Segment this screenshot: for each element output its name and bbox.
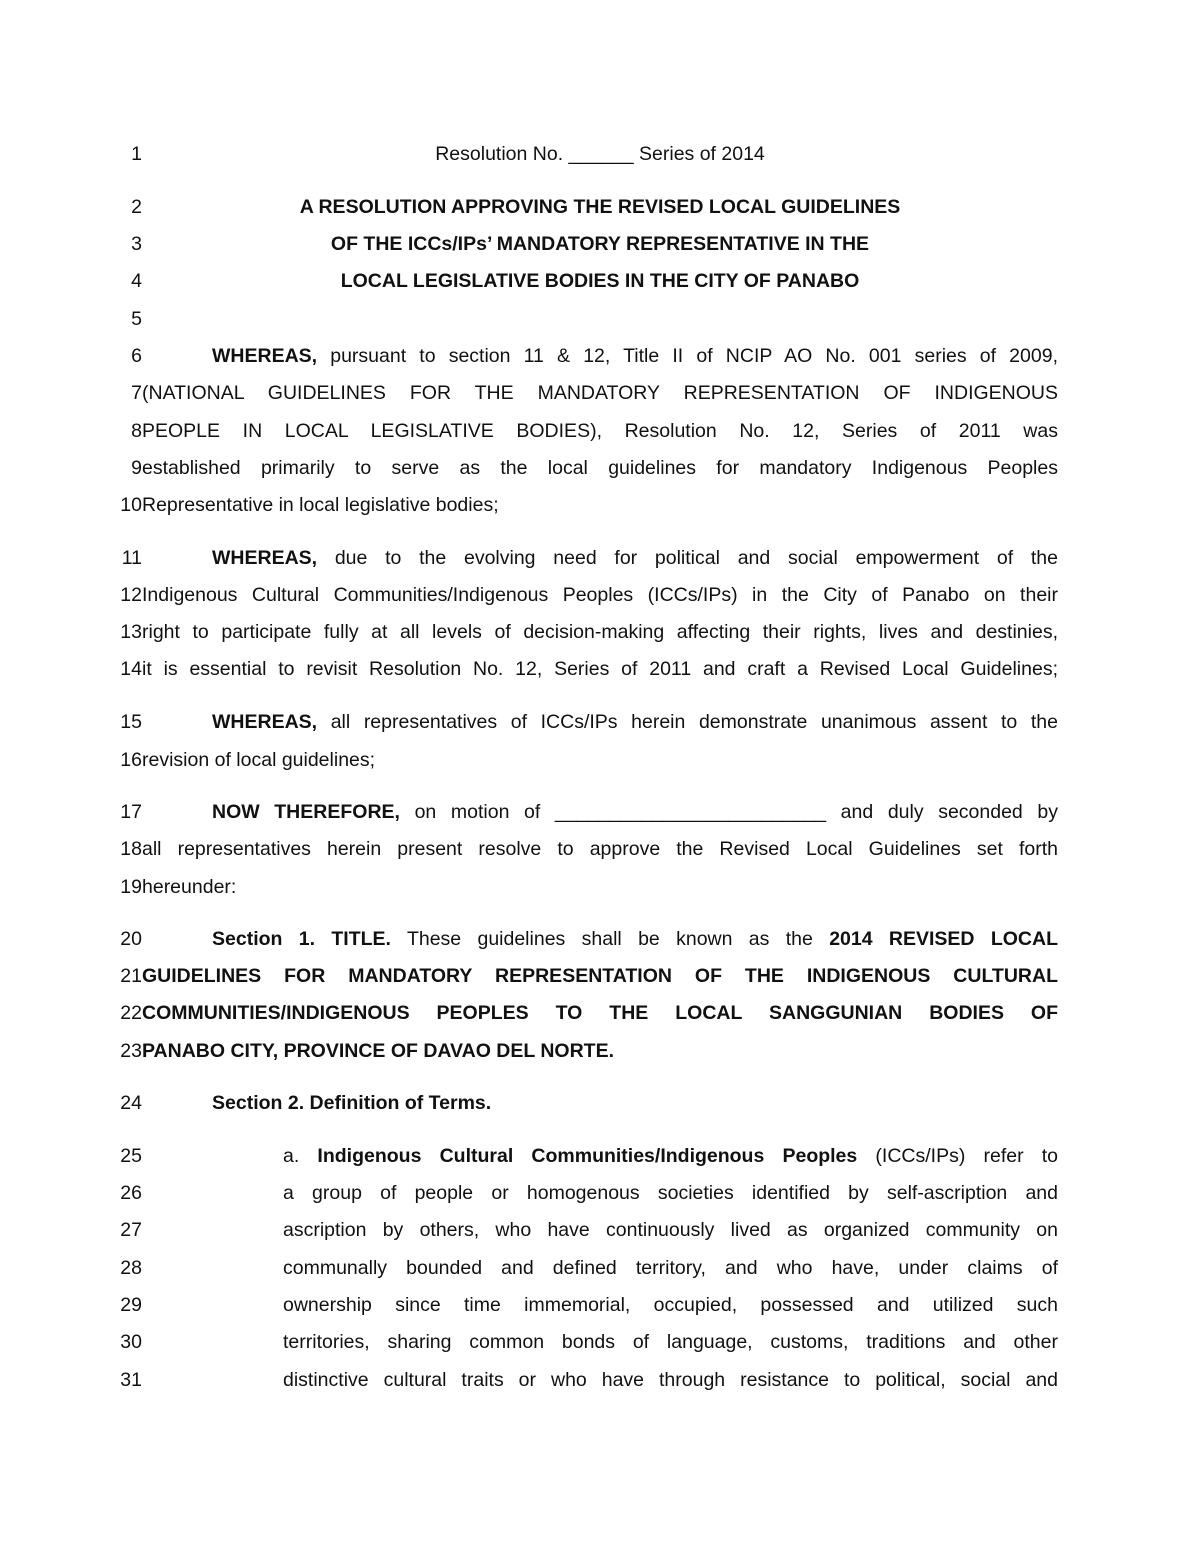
line-30 (0, 1328, 1200, 1356)
line-7 (0, 379, 1200, 407)
definition-text: ownership since time immemorial, occupied, possessed and utilized such (283, 1294, 1058, 1316)
paragraph-text (212, 342, 1058, 370)
definition-text: ascription by others, who have continuously lived as organized community on (283, 1219, 1058, 1241)
line-24 (0, 1089, 1200, 1117)
line-number: 1 (131, 143, 142, 165)
title-line-2: OF THE ICCs/IPs’ MANDATORY REPRESENTATIVE IN THE (330, 233, 870, 255)
line-number: 15 (120, 711, 142, 733)
line-number: 5 (131, 308, 142, 330)
line-4 (0, 267, 1200, 295)
paragraph-text (212, 544, 1058, 572)
line-number: 29 (120, 1294, 142, 1316)
paragraph-text: it is essential to revisit Resolution No. 12, Series of 2011 and craft a Revised Local Guidelines; (142, 658, 1058, 680)
line-10 (0, 491, 1200, 519)
paragraph-text (212, 925, 1058, 953)
line-number: 2 (131, 196, 142, 218)
definition-text: communally bounded and defined territory, and who have, under claims of (283, 1257, 1058, 1279)
line-17 (0, 798, 1200, 826)
line-6 (0, 342, 1200, 370)
paragraph-text: PEOPLE IN LOCAL LEGISLATIVE BODIES), Resolution No. 12, Series of 2011 was (142, 420, 1058, 442)
line-19 (0, 873, 1200, 901)
line-3 (0, 230, 1200, 258)
line-number: 16 (120, 749, 142, 771)
whereas-keyword: WHEREAS, (212, 345, 318, 367)
line-1 (0, 140, 1200, 168)
line-31 (0, 1366, 1200, 1394)
defined-term: Indigenous Cultural Communities/Indigenous Peoples (317, 1145, 858, 1167)
resolution-number: Resolution No. ______ Series of 2014 (435, 143, 765, 165)
paragraph-fragment: These guidelines shall be known as the (390, 928, 830, 950)
line-number: 11 (121, 547, 142, 569)
line-25 (0, 1142, 1200, 1170)
line-number: 12 (120, 584, 142, 606)
list-marker: a. (283, 1145, 318, 1167)
line-13 (0, 618, 1200, 646)
line-number: 6 (131, 345, 142, 367)
section-heading: Section 2. Definition of Terms. (212, 1092, 492, 1114)
line-21 (0, 962, 1200, 990)
line-28 (0, 1254, 1200, 1282)
line-23 (0, 1037, 1200, 1065)
definition-text: territories, sharing common bonds of language, customs, traditions and other (283, 1331, 1058, 1353)
line-15 (0, 708, 1200, 736)
line-number: 22 (120, 1002, 142, 1024)
paragraph-text: (NATIONAL GUIDELINES FOR THE MANDATORY REPRESENTATION OF INDIGENOUS (142, 382, 1058, 404)
now-therefore-keyword: NOW THEREFORE, (212, 801, 400, 823)
line-number: 17 (120, 801, 142, 823)
line-8 (0, 417, 1200, 445)
paragraph-text: Indigenous Cultural Communities/Indigenous Peoples (ICCs/IPs) in the City of Panabo on their (142, 584, 1058, 606)
line-number: 8 (131, 420, 142, 442)
title-line-3: LOCAL LEGISLATIVE BODIES IN THE CITY OF PANABO (340, 270, 860, 292)
line-number: 3 (131, 233, 142, 255)
line-9 (0, 454, 1200, 482)
line-2 (0, 193, 1200, 221)
paragraph-fragment: due to the evolving need for political and social empowerment of the (317, 547, 1058, 569)
line-number: 7 (131, 382, 142, 404)
definition-text: a group of people or homogenous societies identified by self-ascription and (283, 1182, 1058, 1204)
section-heading: Section 1. TITLE. (212, 928, 391, 950)
line-number: 21 (120, 965, 142, 987)
whereas-keyword: WHEREAS, (212, 711, 318, 733)
line-number: 23 (120, 1040, 142, 1062)
paragraph-text: right to participate fully at all levels of decision-making affecting their rights, lives and destinies, (142, 621, 1058, 643)
line-number: 20 (120, 928, 142, 950)
paragraph-text: revision of local guidelines; (142, 749, 376, 771)
paragraph-text (212, 708, 1058, 736)
line-27 (0, 1216, 1200, 1244)
line-number: 10 (120, 494, 142, 516)
line-number: 30 (120, 1331, 142, 1353)
line-26 (0, 1179, 1200, 1207)
guidelines-title-fragment: COMMUNITIES/INDIGENOUS PEOPLES TO THE LOCAL SANGGUNIAN BODIES OF (142, 1002, 1058, 1024)
line-5 (0, 305, 1200, 333)
paragraph-text: Representative in local legislative bodies; (142, 494, 499, 516)
line-12 (0, 581, 1200, 609)
definition-text: distinctive cultural traits or who have through resistance to political, social and (283, 1369, 1058, 1391)
line-number: 9 (131, 457, 142, 479)
line-18 (0, 835, 1200, 863)
paragraph-fragment: on motion of _________________________ and duly seconded by (399, 801, 1058, 823)
line-number: 18 (120, 838, 142, 860)
guidelines-title-fragment: GUIDELINES FOR MANDATORY REPRESENTATION OF THE INDIGENOUS CULTURAL (142, 965, 1058, 987)
line-number: 14 (120, 658, 142, 680)
paragraph-text (212, 798, 1058, 826)
line-number: 13 (120, 621, 142, 643)
line-number: 25 (120, 1145, 142, 1167)
whereas-keyword: WHEREAS, (212, 547, 318, 569)
line-29 (0, 1291, 1200, 1319)
line-number: 27 (120, 1219, 142, 1241)
paragraph-fragment: all representatives of ICCs/IPs herein demonstrate unanimous assent to the (317, 711, 1058, 733)
paragraph-text: all representatives herein present resolve to approve the Revised Local Guidelines set forth (142, 838, 1058, 860)
paragraph-text: hereunder: (142, 876, 237, 898)
line-number: 4 (131, 270, 142, 292)
guidelines-title-fragment: PANABO CITY, PROVINCE OF DAVAO DEL NORTE. (142, 1040, 615, 1062)
line-number: 19 (120, 876, 142, 898)
guidelines-title-fragment: 2014 REVISED LOCAL (829, 928, 1059, 950)
paragraph-text: established primarily to serve as the local guidelines for mandatory Indigenous Peoples (142, 457, 1058, 479)
line-20 (0, 925, 1200, 953)
paragraph-fragment: pursuant to section 11 & 12, Title II of NCIP AO No. 001 series of 2009, (317, 345, 1058, 367)
line-22 (0, 999, 1200, 1027)
line-14 (0, 655, 1200, 683)
line-number: 31 (120, 1369, 142, 1391)
line-16 (0, 746, 1200, 774)
line-number: 28 (120, 1257, 142, 1279)
title-line-1: A RESOLUTION APPROVING THE REVISED LOCAL GUIDELINES (299, 196, 901, 218)
definition-text (283, 1142, 1058, 1170)
paragraph-fragment: (ICCs/IPs) refer to (857, 1145, 1058, 1167)
line-11 (0, 544, 1200, 572)
line-number: 24 (120, 1092, 142, 1114)
line-number: 26 (120, 1182, 142, 1204)
